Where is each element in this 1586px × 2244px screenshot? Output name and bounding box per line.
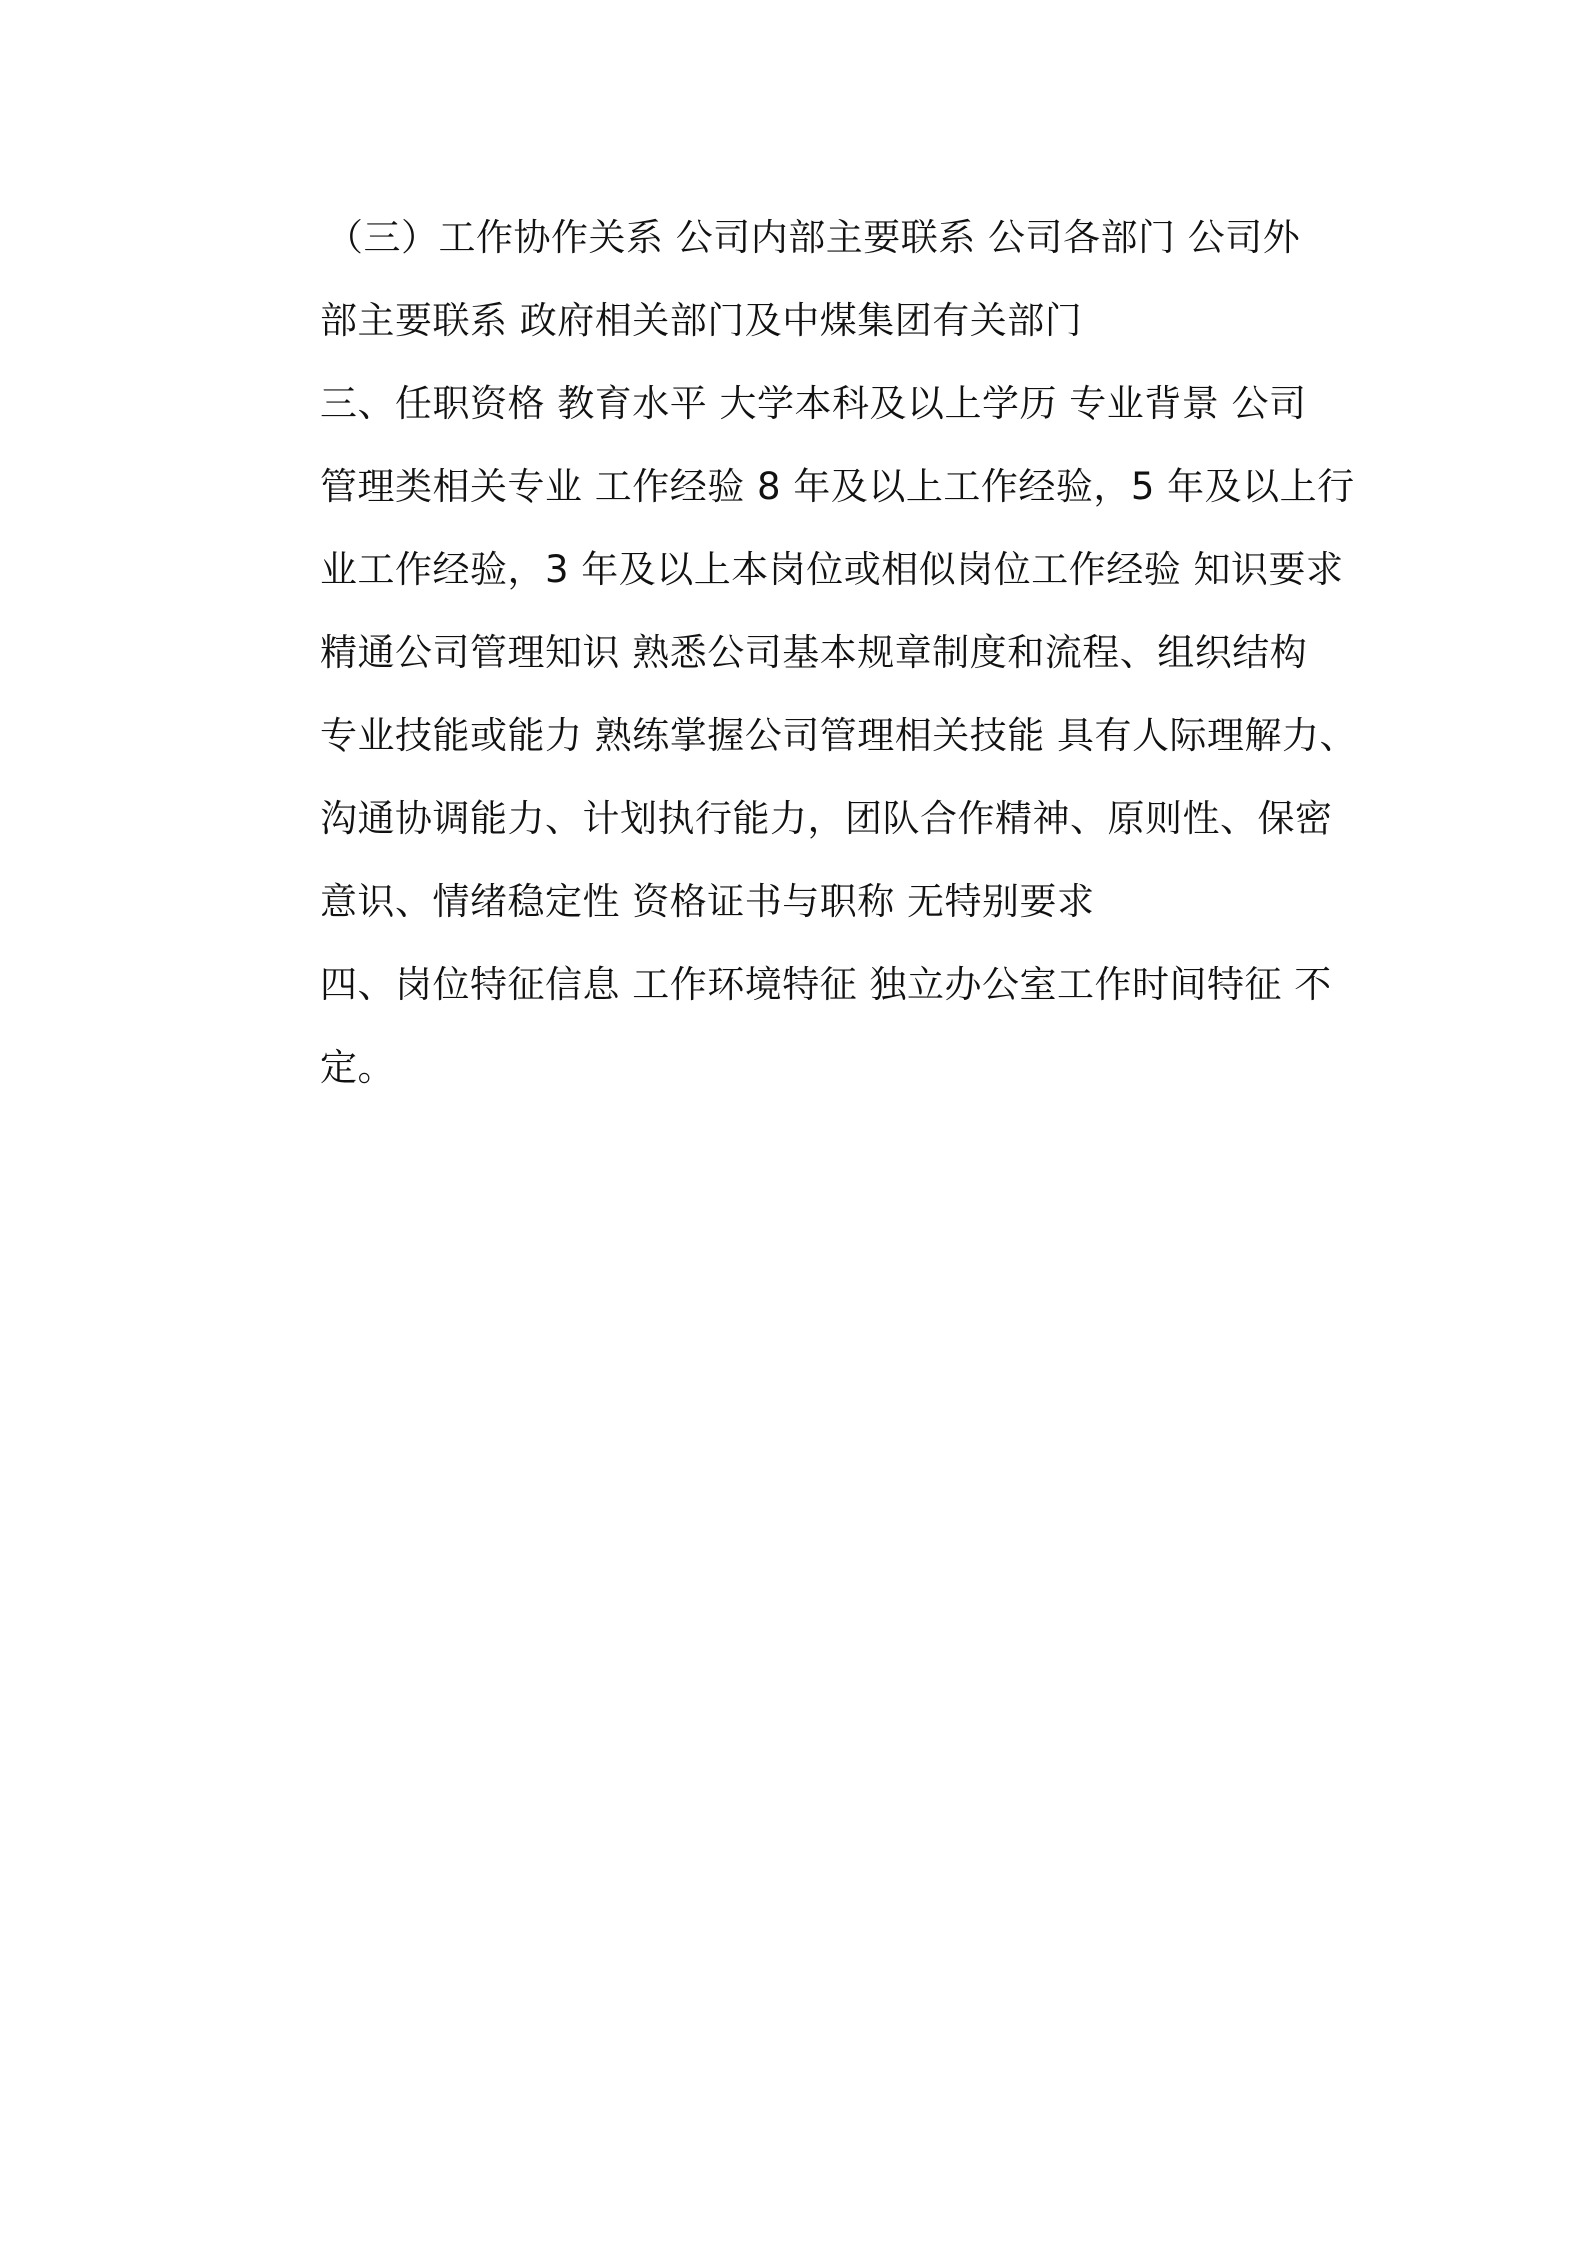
text-line-7: 专业技能或能力 熟练掌握公司管理相关技能 具有人际理解力、 xyxy=(320,714,1358,757)
document-body xyxy=(320,196,1360,1109)
text-line-1: （三）工作协作关系 公司内部主要联系 公司各部门 公司外 xyxy=(326,216,1301,259)
text-line-4: 管理类相关专业 工作经验 8 年及以上工作经验，5 年及以上行 xyxy=(320,465,1355,508)
text-line-2: 部主要联系 政府相关部门及中煤集团有关部门 xyxy=(320,299,1083,342)
text-line-10: 四、岗位特征信息 工作环境特征 独立办公室工作时间特征 不 xyxy=(320,963,1332,1006)
text-line-8: 沟通协调能力、计划执行能力，团队合作精神、原则性、保密 xyxy=(320,797,1333,840)
text-line-9: 意识、情绪稳定性 资格证书与职称 无特别要求 xyxy=(320,880,1095,923)
text-line-5: 业工作经验，3 年及以上本岗位或相似岗位工作经验 知识要求 xyxy=(320,548,1344,591)
text-line-6: 精通公司管理知识 熟悉公司基本规章制度和流程、组织结构 xyxy=(320,631,1308,674)
text-line-3: 三、任职资格 教育水平 大学本科及以上学历 专业背景 公司 xyxy=(320,382,1307,425)
text-line-11: 定。 xyxy=(320,1046,395,1089)
